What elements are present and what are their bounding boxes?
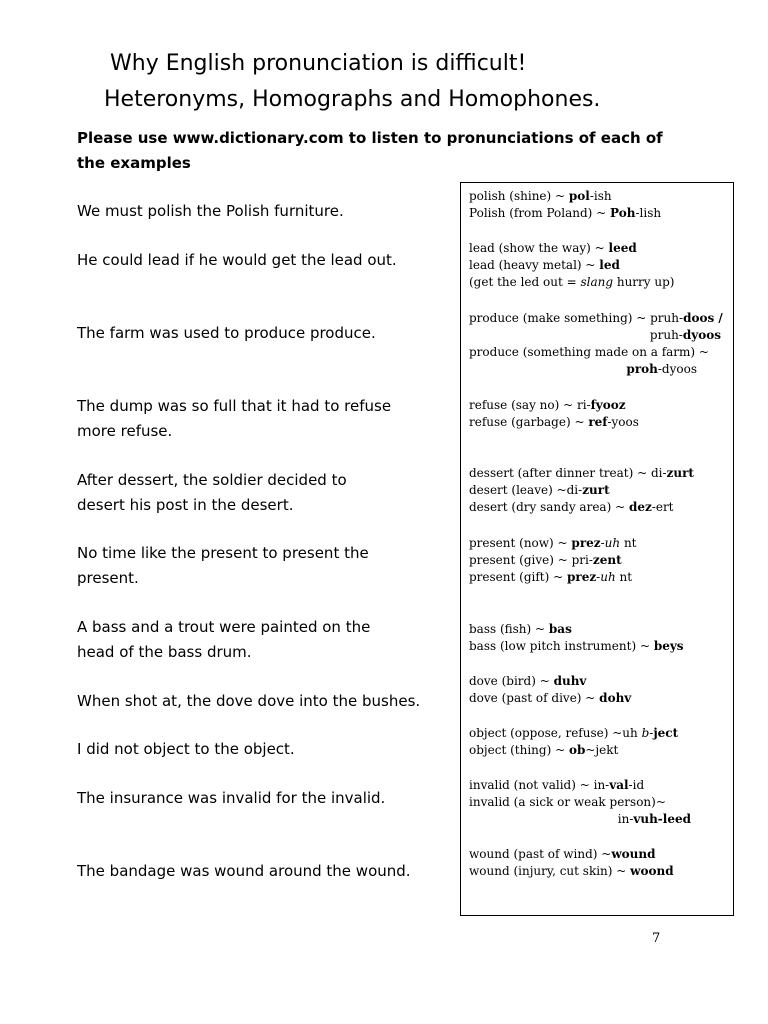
entry-invalid: invalid (not valid) ~ in-val-id invalid (a sick or weak person)~ in-vuh-leed: [469, 778, 691, 826]
sentence-lead: He could lead if he would get the lead out.: [77, 251, 397, 269]
entry-present: present (now) ~ prez-uh nt present (give) ~ pri-zent present (gift) ~ prez-uh nt: [469, 536, 637, 584]
intro-text: Please use www.dictionary.com to listen to pronunciations of each of the examples: [77, 129, 663, 172]
page-subtitle: Heteronyms, Homographs and Homophones.: [104, 87, 601, 112]
entry-object: object (oppose, refuse) ~uh b-ject object (thing) ~ ob~jekt: [469, 726, 679, 757]
sentence-bass: A bass and a trout were painted on the: [77, 618, 371, 636]
entry-produce: produce (make something) ~ pruh-doos / pruh-dyoos produce (something made on a farm) ~ proh-dyoos: [469, 311, 723, 376]
entry-bass: bass (fish) ~ bas bass (low pitch instrument) ~ beys: [469, 622, 684, 653]
sentence-wound: The bandage was wound around the wound.: [77, 862, 411, 880]
sentence-refuse-cont: more refuse.: [77, 422, 173, 440]
entry-polish: polish (shine) ~ pol-ish Polish (from Poland) ~ Poh-lish: [469, 189, 662, 220]
sentence-object: I did not object to the object.: [77, 740, 295, 758]
entry-wound: wound (past of wind) ~wound wound (injury, cut skin) ~ woond: [469, 847, 674, 878]
entry-dove: dove (bird) ~ duhv dove (past of dive) ~ dohv: [469, 674, 632, 705]
sentence-dove: When shot at, the dove dove into the bushes.: [77, 692, 421, 710]
entry-refuse: refuse (say no) ~ ri-fyooz refuse (garbage) ~ ref-yoos: [469, 398, 639, 429]
sentence-bass-cont: head of the bass drum.: [77, 643, 252, 661]
sentence-desert-cont: desert his post in the desert.: [77, 496, 294, 514]
pronunciation-box: [460, 182, 734, 916]
sentence-produce: The farm was used to produce produce.: [77, 324, 376, 342]
sentence-refuse: The dump was so full that it had to refuse: [77, 397, 392, 415]
sentence-invalid: The insurance was invalid for the invalid.: [77, 789, 386, 807]
page-title: Why English pronunciation is difficult!: [110, 51, 527, 76]
entry-desert: dessert (after dinner treat) ~ di-zurt desert (leave) ~di-zurt desert (dry sandy area) ~ dez-ert: [469, 466, 694, 514]
sentence-desert: After dessert, the soldier decided to: [77, 471, 347, 489]
sentence-present-cont: present.: [77, 569, 139, 587]
sentence-polish: We must polish the Polish furniture.: [77, 202, 344, 220]
entry-lead: lead (show the way) ~ leed lead (heavy metal) ~ led (get the led out = slang hurry up): [469, 241, 675, 289]
sentence-present: No time like the present to present the: [77, 544, 369, 562]
page-number: 7: [652, 931, 661, 946]
